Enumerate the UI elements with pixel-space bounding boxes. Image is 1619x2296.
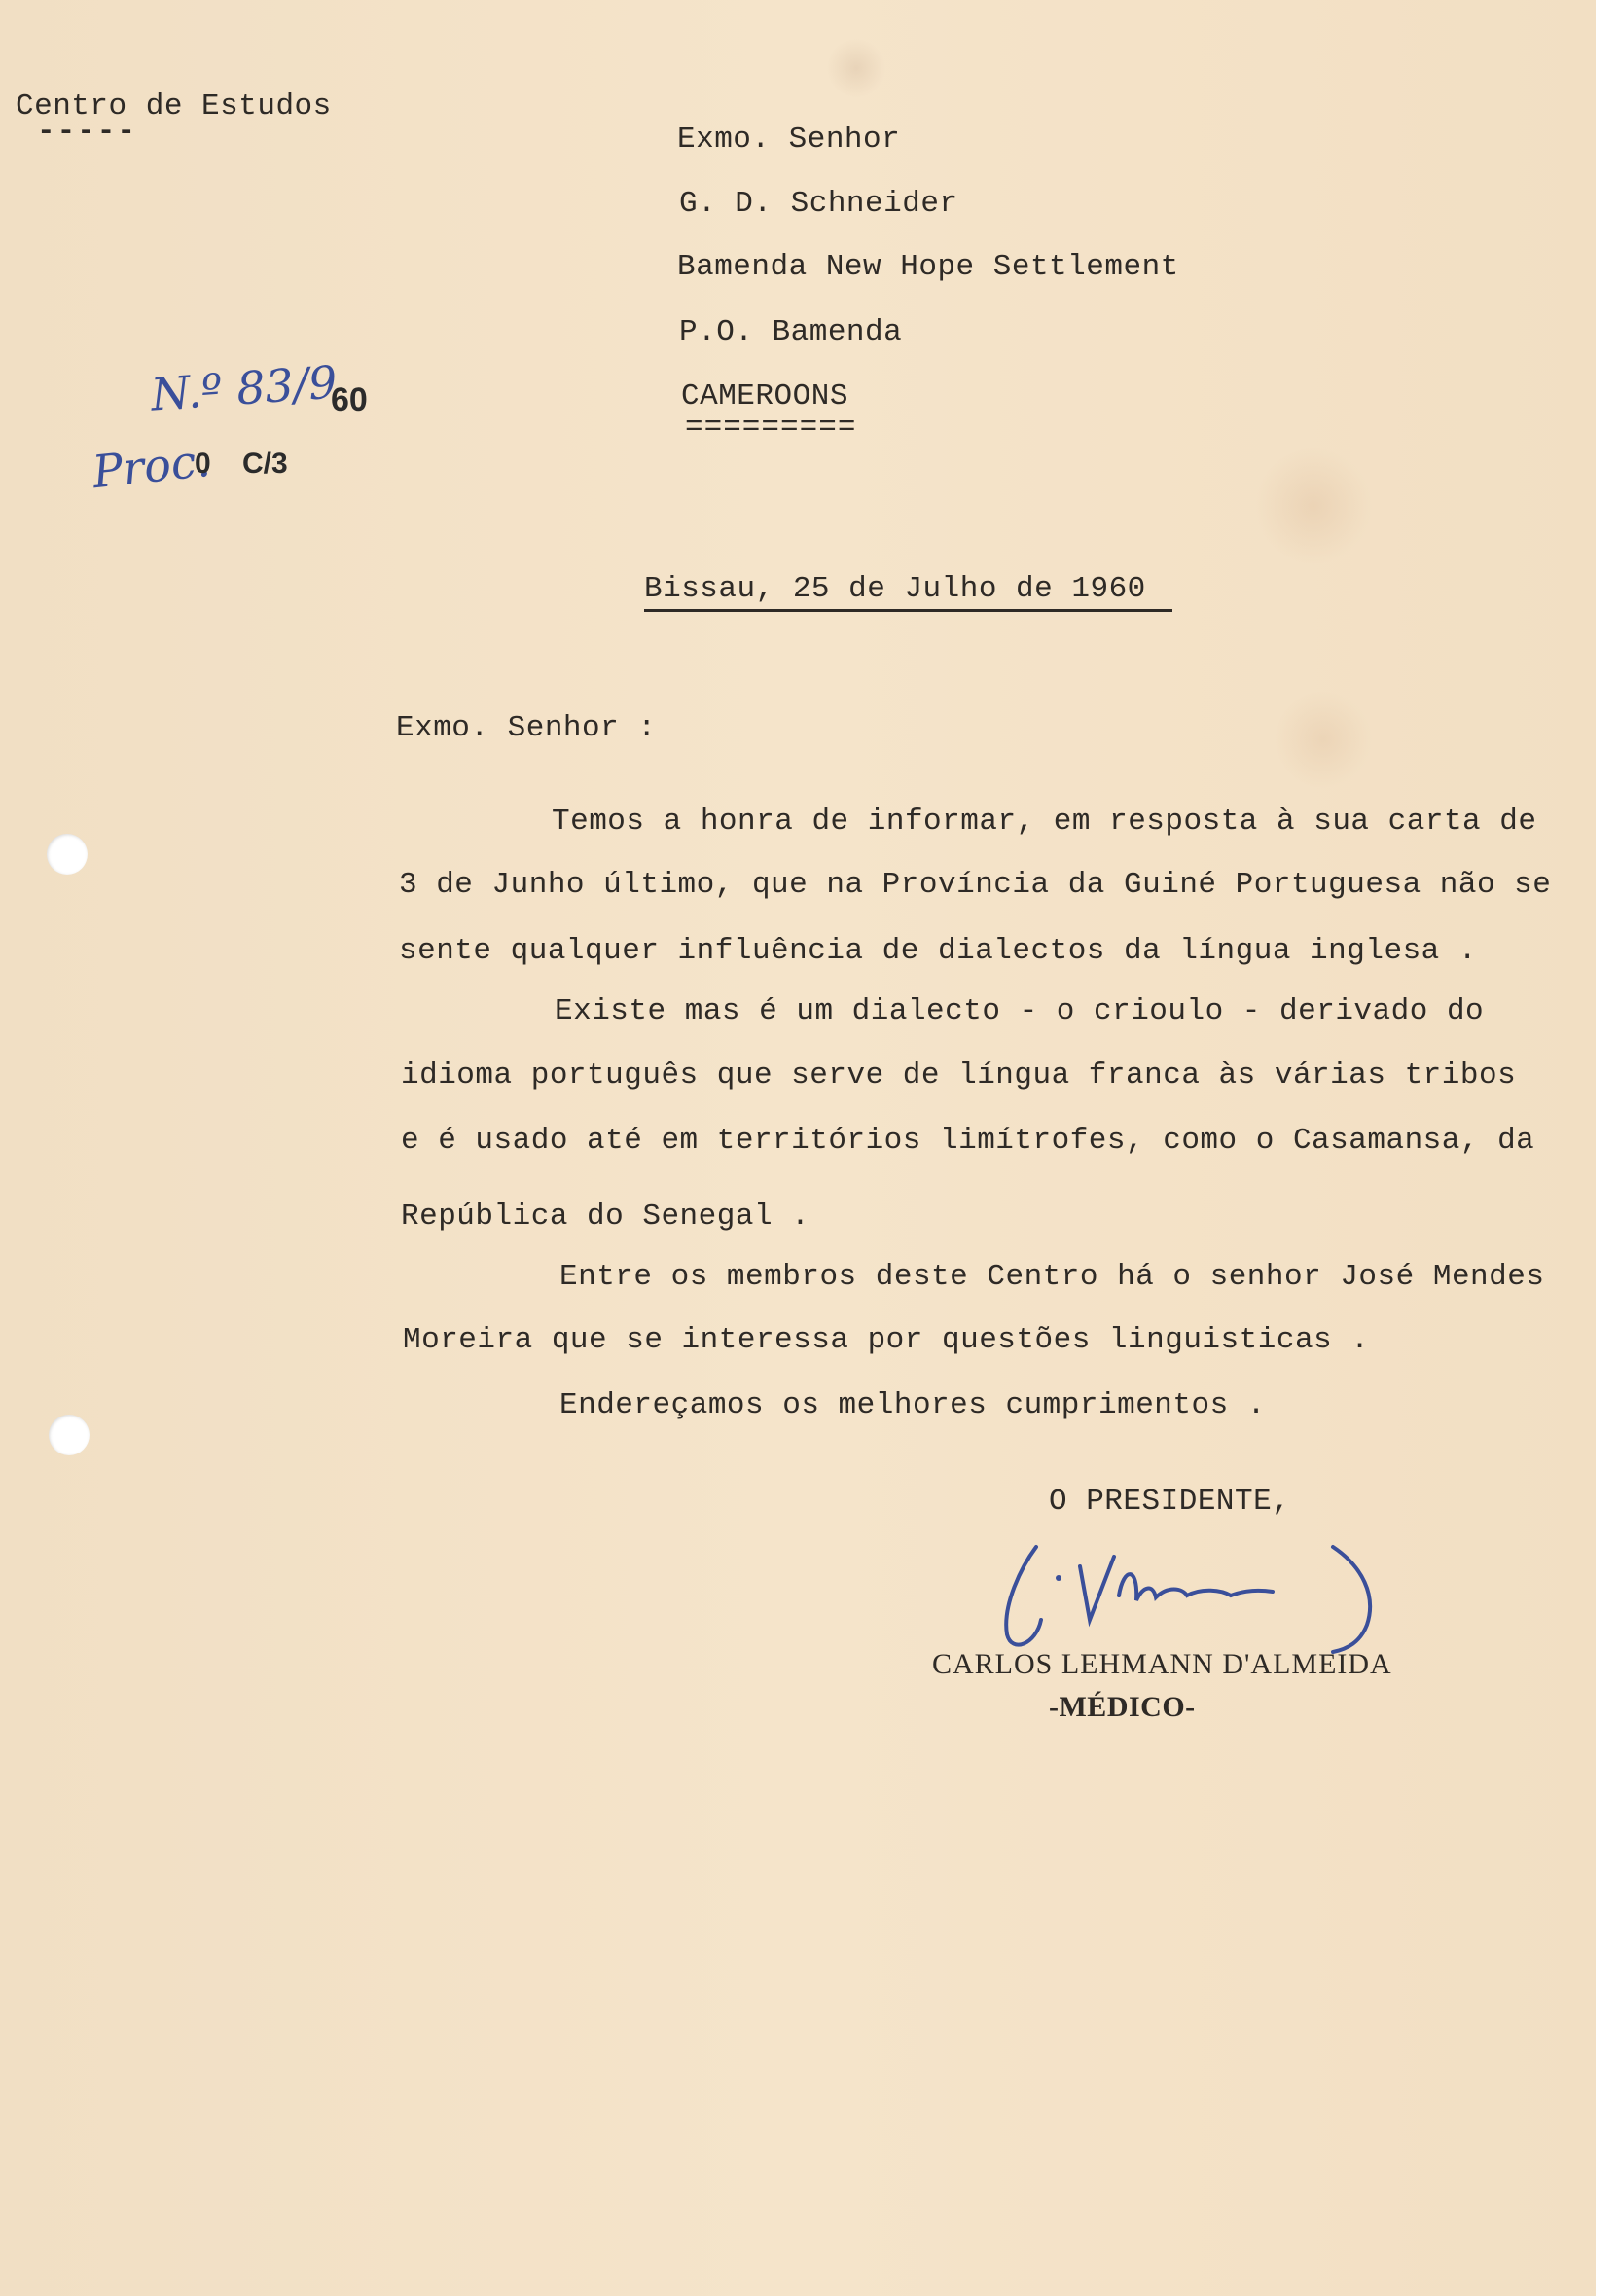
dateline: Bissau, 25 de Julho de 1960 (644, 572, 1146, 606)
body-line: Entre os membros deste Centro há o senhor José Mendes (559, 1260, 1545, 1294)
recipient-country: CAMEROONS (681, 379, 848, 413)
body-line: e é usado até em territórios limítrofes, como o Casamansa, da (401, 1124, 1535, 1158)
ref-number-handwritten: N.º 83/9 (149, 355, 340, 421)
body-line: Existe mas é um dialecto - o crioulo - derivado do (555, 994, 1485, 1028)
org-name: Centro de Estudos (16, 90, 332, 124)
body-line: Endereçamos os melhores cumprimentos . (559, 1388, 1266, 1422)
recipient-po: P.O. Bamenda (679, 315, 903, 349)
ref-year: 60 (331, 381, 368, 418)
greeting: Exmo. Senhor : (396, 711, 657, 745)
scan-margin (1596, 0, 1619, 2296)
punch-hole-top (47, 834, 88, 875)
org-name-rule: ----- (37, 115, 138, 149)
body-line: República do Senegal . (401, 1200, 810, 1234)
body-line: Temos a honra de informar, em resposta à sua carta de (552, 805, 1537, 839)
proc-code: 0 C/3 (195, 448, 288, 480)
closing-title: O PRESIDENTE, (1049, 1485, 1291, 1519)
recipient-org: Bamenda New Hope Settlement (677, 250, 1179, 284)
body-line: sente qualquer influência de dialectos da língua inglesa . (399, 934, 1477, 968)
dateline-underline (644, 609, 1172, 612)
recipient-name: G. D. Schneider (679, 187, 958, 221)
body-line: 3 de Junho último, que na Província da Guiné Portuguesa não se (399, 868, 1552, 902)
punch-hole-bottom (49, 1415, 90, 1455)
proc-handwritten: Proc. (90, 433, 213, 499)
signature-scribble (983, 1527, 1421, 1664)
recipient-country-rule: ========= (685, 411, 857, 445)
recipient-salutation: Exmo. Senhor (677, 123, 901, 157)
body-line: Moreira que se interessa por questões linguisticas . (403, 1323, 1370, 1357)
body-line: idioma português que serve de língua franca às várias tribos (401, 1058, 1517, 1093)
signatory-name: CARLOS LEHMANN D'ALMEIDA (932, 1648, 1392, 1680)
signatory-role: -MÉDICO- (1049, 1691, 1196, 1723)
